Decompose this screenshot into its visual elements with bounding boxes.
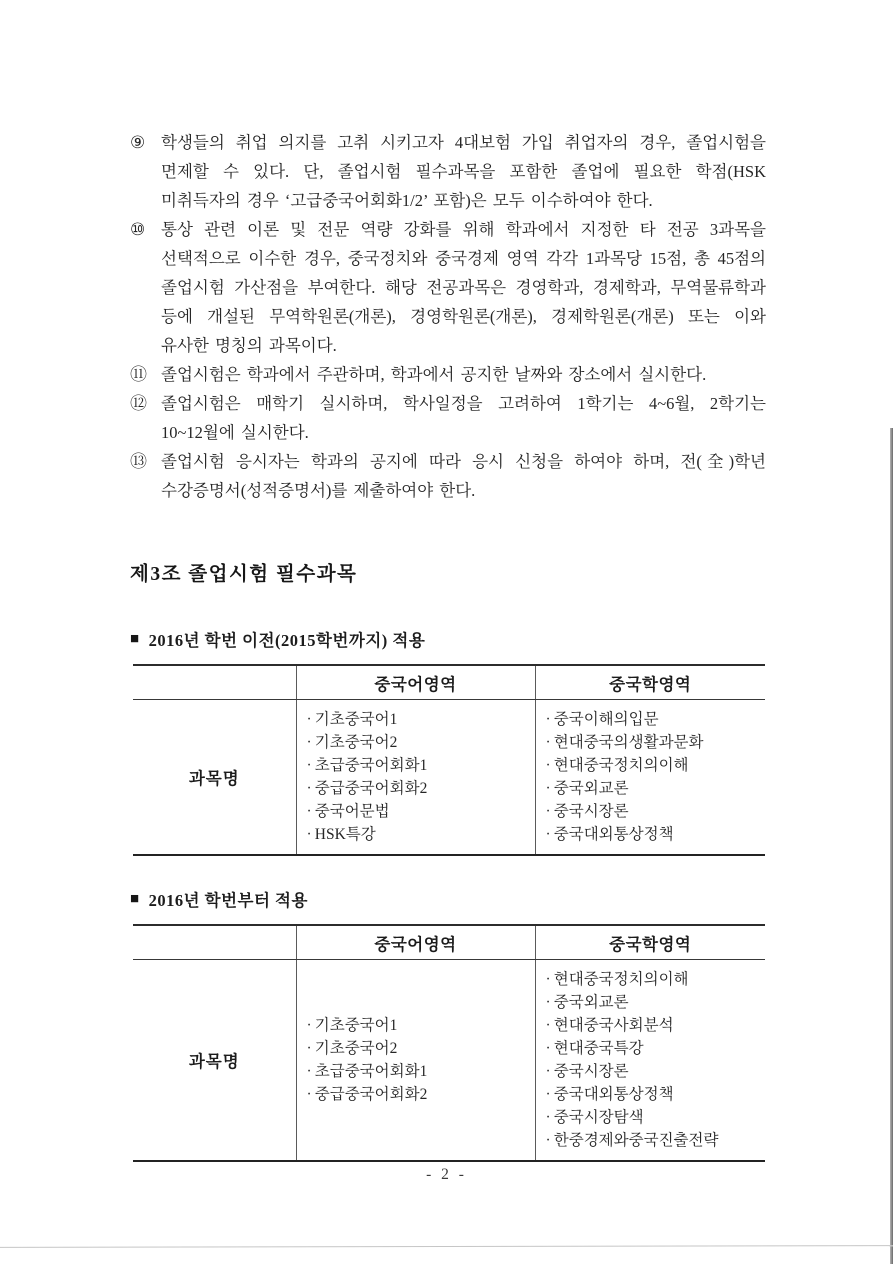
course-item: · 현대중국정치의이해 xyxy=(546,968,756,991)
chinese-studies-course-list xyxy=(535,960,765,1162)
course-item: · 기초중국어2 xyxy=(307,1037,525,1060)
table-header-row xyxy=(133,665,765,700)
row-label-subject-names: 과목명 xyxy=(188,769,240,788)
column-header-chinese-studies: 중국학영역 xyxy=(535,665,765,700)
document-content xyxy=(130,128,766,1162)
course-item: · 기초중국어2 xyxy=(307,731,525,754)
clause-text: 졸업시험 응시자는 학과의 공지에 따라 응시 신청을 하여야 하며, 전(全)학년 수강증명서(성적증명서)를 제출하여야 한다. xyxy=(161,452,766,500)
course-item: · 현대중국사회분석 xyxy=(546,1014,756,1037)
course-item: · 중국이해의입문 xyxy=(546,708,756,731)
clause-10 xyxy=(130,215,766,360)
square-bullet-icon: ■ xyxy=(130,890,140,907)
course-item: · 초급중국어회화1 xyxy=(307,754,525,777)
course-item: · 중국외교론 xyxy=(546,777,756,800)
course-item: · 현대중국정치의이해 xyxy=(546,754,756,777)
clause-12 xyxy=(130,389,766,447)
clause-number: ⑩ xyxy=(130,220,146,239)
chinese-language-course-list xyxy=(296,700,535,856)
chinese-language-course-list xyxy=(296,960,535,1162)
empty-header-cell xyxy=(133,925,296,960)
course-item: · 초급중국어회화1 xyxy=(307,1060,525,1083)
clause-text: 학생들의 취업 의지를 고취 시키고자 4대보험 가입 취업자의 경우, 졸업시험을 면제할 수 있다. 단, 졸업시험 필수과목을 포함한 졸업에 필요한 학점(HSK 미취득자의 경우 ‘고급중국어회화1/2’ 포함)은 모두 이수하여야 한다. xyxy=(161,133,766,210)
clause-9 xyxy=(130,128,766,215)
required-courses-table-pre2016 xyxy=(133,664,765,856)
table-caption-text: 2016년 학번부터 적용 xyxy=(148,891,308,910)
scan-edge-artifact-bottom xyxy=(0,1245,893,1248)
table-caption-text: 2016년 학번 이전(2015학번까지) 적용 xyxy=(148,631,426,650)
clause-text: 졸업시험은 매학기 실시하며, 학사일정을 고려하여 1학기는 4~6월, 2학기는 10~12월에 실시한다. xyxy=(161,394,766,442)
required-courses-table-from2016 xyxy=(133,924,765,1162)
course-item: · 중국시장탐색 xyxy=(546,1106,756,1129)
course-item: · 중국대외통상정책 xyxy=(546,1083,756,1106)
article-heading: 제3조 졸업시험 필수과목 xyxy=(130,564,358,585)
column-header-chinese-language: 중국어영역 xyxy=(296,665,535,700)
clause-number: ⑫ xyxy=(130,394,147,413)
clause-13 xyxy=(130,447,766,505)
clause-number: ⑨ xyxy=(130,133,146,152)
course-item: · 중국어문법 xyxy=(307,800,525,823)
empty-header-cell xyxy=(133,665,296,700)
table-body-row xyxy=(133,700,765,856)
column-header-chinese-studies: 중국학영역 xyxy=(535,925,765,960)
table-header-row xyxy=(133,925,765,960)
course-item: · 중국시장론 xyxy=(546,800,756,823)
square-bullet-icon: ■ xyxy=(130,630,140,647)
clause-11 xyxy=(130,360,766,389)
course-item: · HSK특강 xyxy=(307,823,525,846)
clause-text: 졸업시험은 학과에서 주관하며, 학과에서 공지한 날짜와 장소에서 실시한다. xyxy=(161,365,707,384)
course-item: · 기초중국어1 xyxy=(307,708,525,731)
course-item: · 한중경제와중국진출전략 xyxy=(546,1129,756,1152)
chinese-studies-course-list xyxy=(535,700,765,856)
row-label-subject-names: 과목명 xyxy=(188,1052,240,1071)
clause-text: 통상 관련 이론 및 전문 역량 강화를 위해 학과에서 지정한 타 전공 3과목을 선택적으로 이수한 경우, 중국정치와 중국경제 영역 각각 1과목당 15점, 총 45점의 졸업시험 가산점을 부여한다. 해당 전공과목은 경영학과, 경제학과, 무역물류학과 등에 개설된 무역학원론(개론), 경영학원론(개론), 경제학원론(개론) 또는 이와 유사한 명칭의 과목이다. xyxy=(161,220,766,355)
page-number: - 2 - xyxy=(426,1166,467,1183)
table-body-row xyxy=(133,960,765,1162)
course-item: · 중국시장론 xyxy=(546,1060,756,1083)
course-item: · 중급중국어회화2 xyxy=(307,777,525,800)
course-item: · 기초중국어1 xyxy=(307,1014,525,1037)
clause-number: ⑪ xyxy=(130,365,147,384)
course-item: · 중급중국어회화2 xyxy=(307,1083,525,1106)
column-header-chinese-language: 중국어영역 xyxy=(296,925,535,960)
course-item: · 현대중국의생활과문화 xyxy=(546,731,756,754)
clause-number: ⑬ xyxy=(130,452,147,471)
course-item: · 중국외교론 xyxy=(546,991,756,1014)
table-caption-pre2016 xyxy=(130,627,766,651)
course-item: · 현대중국특강 xyxy=(546,1037,756,1060)
table-caption-from2016 xyxy=(130,887,766,911)
course-item: · 중국대외통상정책 xyxy=(546,823,756,846)
